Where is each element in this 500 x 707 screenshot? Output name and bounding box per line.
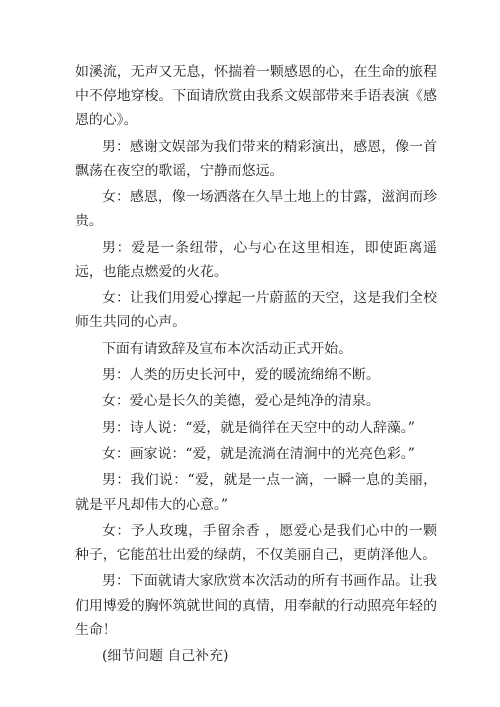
paragraph-9: 男：诗人说：“爱，就是徜徉在天空中的动人辞藻。” [102,419,415,436]
paragraph-12: 女：予人玫瑰，手留余香 ，愿爱心是我们心中的一颗种子，它能茁壮出爱的绿荫，不仅美丽自己，更荫泽他人。 [75,522,437,564]
paragraph-8: 女：爱心是长久的美德，爱心是纯净的清泉。 [102,393,380,410]
paragraph-6: 下面有请致辞及宣布本次活动正式开始。 [102,340,353,357]
paragraph-1: 如溪流，无声又无息，怀揣着一颗感恩的心，在生命的旅程中不停地穿梭。下面请欣赏由我系文娱部带来手语表演《感恩的心》。 [75,64,437,129]
paragraph-3: 女：感恩，像一场洒落在久旱土地上的甘露，滋润而珍贵。 [75,189,437,230]
paragraph-4: 男：爱是一条纽带，心与心在这里相连，即使距离遥远，也能点燃爱的火花。 [75,239,437,280]
paragraph-11: 男：我们说：“爱，就是一点一滴，一瞬一息的美丽，就是平凡却伟大的心意。” [75,472,437,513]
paragraph-5: 女：让我们用爱心撑起一片蔚蓝的天空，这是我们全校师生共同的心声。 [75,290,437,331]
paragraph-10: 女：画家说：“爱，就是流淌在清涧中的光亮色彩。” [102,446,415,463]
paragraph-7: 男：人类的历史长河中，爱的暖流绵绵不断。 [102,366,380,383]
document-page [75,60,437,668]
paragraph-2: 男：感谢文娱部为我们带来的精彩演出，感恩，像一首飘荡在夜空的歌谣，宁静而悠远。 [75,138,437,179]
paragraph-13: 男：下面就请大家欣赏本次活动的所有书画作品。让我们用博爱的胸怀筑就世间的真情，用奉献的行动照亮年轻的生命！ [75,573,437,638]
closing-note: (细节问题 自己补充) [102,648,229,665]
